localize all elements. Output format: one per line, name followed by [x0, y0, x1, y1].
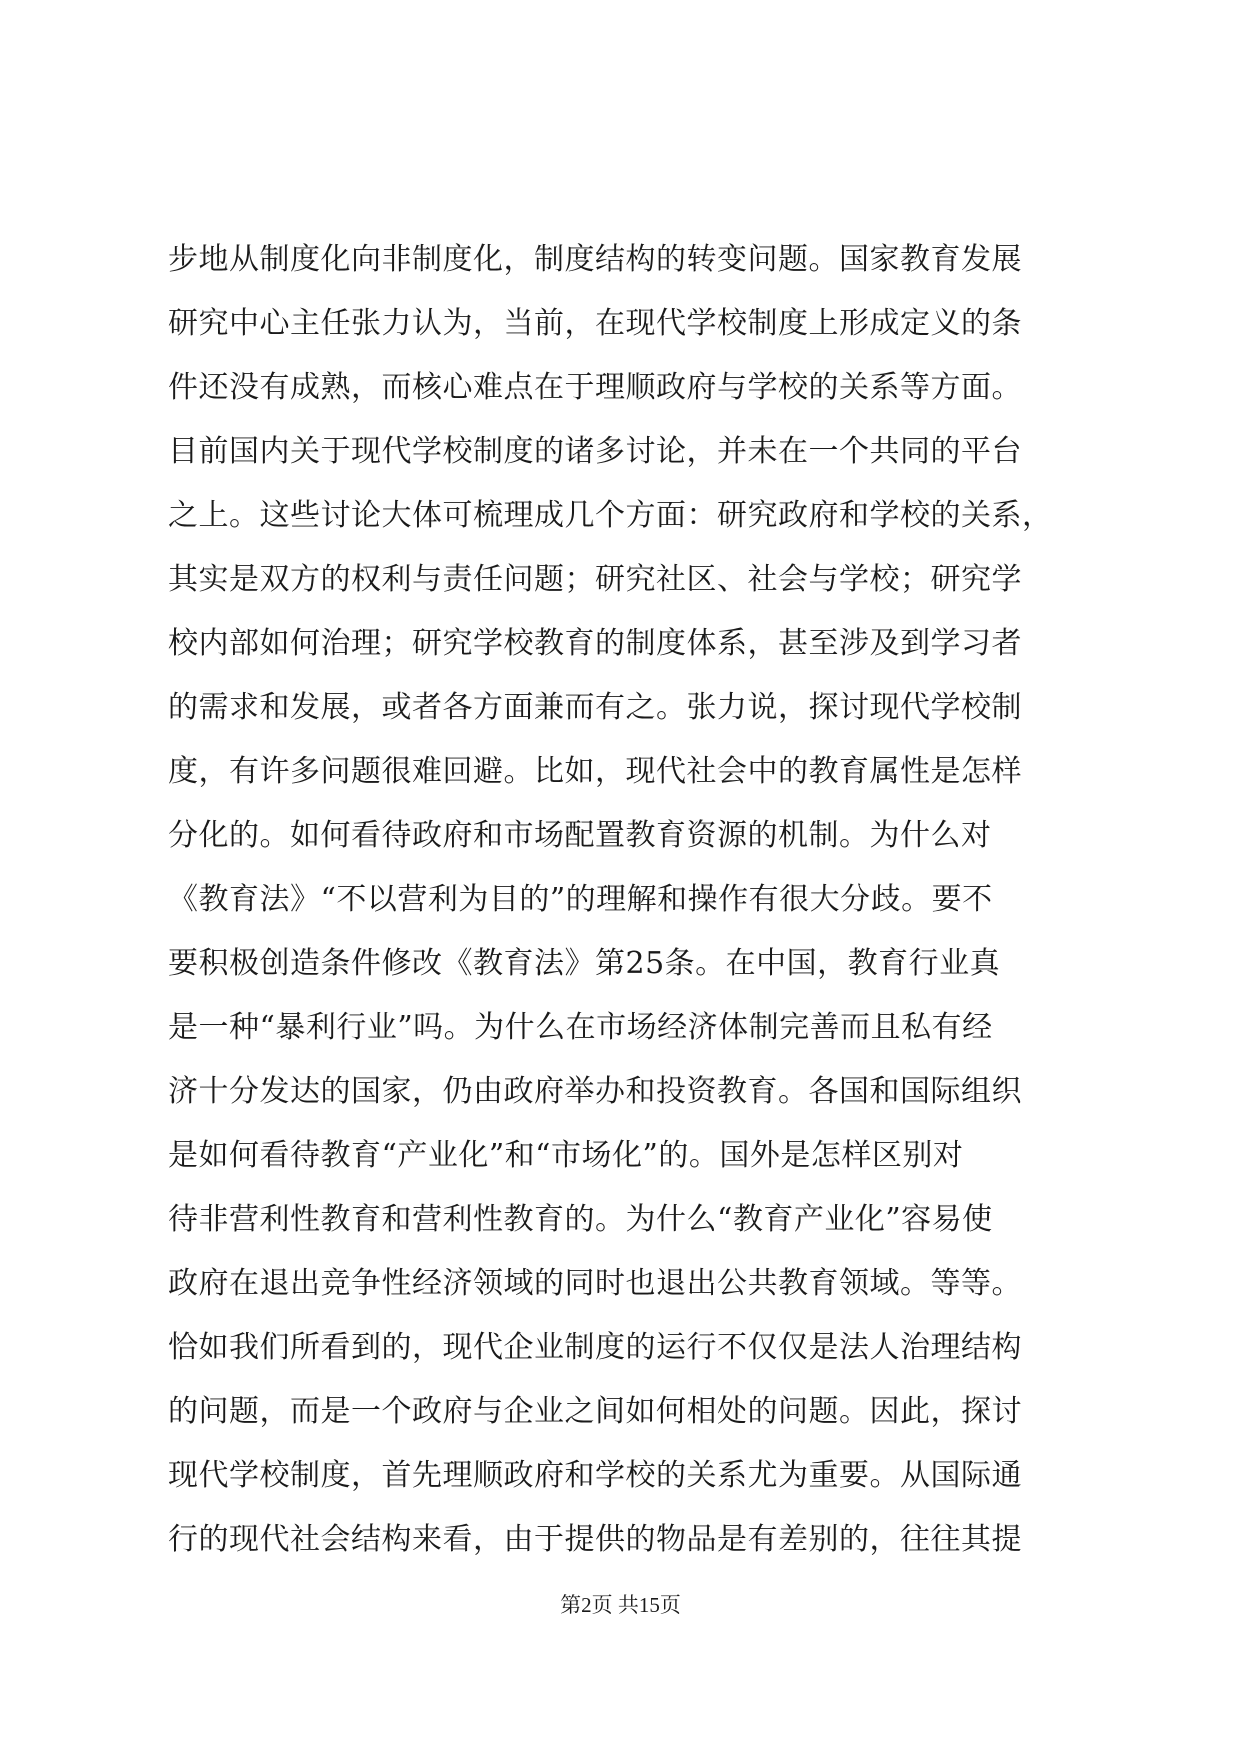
text-line: 行的现代社会结构来看，由于提供的物品是有差别的，往往其提	[168, 1522, 1022, 1557]
text-line: 研究中心主任张力认为，当前，在现代学校制度上形成定义的条	[168, 306, 1022, 341]
text-line: 《教育法》“不以营利为目的”的理解和操作有很大分歧。要不	[168, 882, 993, 917]
text-line: 校内部如何治理；研究学校教育的制度体系，甚至涉及到学习者	[168, 626, 1022, 661]
text-line: 待非营利性教育和营利性教育的。为什么“教育产业化”容易使	[168, 1202, 993, 1237]
text-line: 件还没有成熟，而核心难点在于理顺政府与学校的关系等方面。	[168, 370, 1022, 405]
page-number: 第2页 共15页	[560, 1593, 681, 1617]
body-text	[168, 228, 1088, 1572]
text-line: 度，有许多问题很难回避。比如，现代社会中的教育属性是怎样	[168, 754, 1022, 789]
text-line: 是如何看待教育“产业化”和“市场化”的。国外是怎样区别对	[168, 1138, 964, 1173]
text-line: 步地从制度化向非制度化，制度结构的转变问题。国家教育发展	[168, 242, 1022, 277]
text-line: 恰如我们所看到的，现代企业制度的运行不仅仅是法人治理结构	[168, 1330, 1022, 1365]
text-line: 现代学校制度，首先理顺政府和学校的关系尤为重要。从国际通	[168, 1458, 1022, 1493]
text-line: 分化的。如何看待政府和市场配置教育资源的机制。为什么对	[168, 818, 992, 853]
text-line: 是一种“暴利行业”吗。为什么在市场经济体制完善而且私有经	[168, 1010, 993, 1045]
text-line: 要积极创造条件修改《教育法》第25条。在中国，教育行业真	[168, 946, 1001, 981]
text-line: 政府在退出竞争性经济领域的同时也退出公共教育领域。等等。	[168, 1266, 1022, 1301]
page-footer	[0, 1590, 1241, 1620]
text-line: 之上。这些讨论大体可梳理成几个方面：研究政府和学校的关系，	[168, 498, 1053, 533]
text-line: 目前国内关于现代学校制度的诸多讨论，并未在一个共同的平台	[168, 434, 1022, 469]
text-line: 的需求和发展，或者各方面兼而有之。张力说，探讨现代学校制	[168, 690, 1022, 725]
text-line: 济十分发达的国家，仍由政府举办和投资教育。各国和国际组织	[168, 1074, 1022, 1109]
text-line: 的问题，而是一个政府与企业之间如何相处的问题。因此，探讨	[168, 1394, 1022, 1429]
text-line: 其实是双方的权利与责任问题；研究社区、社会与学校；研究学	[168, 562, 1022, 597]
